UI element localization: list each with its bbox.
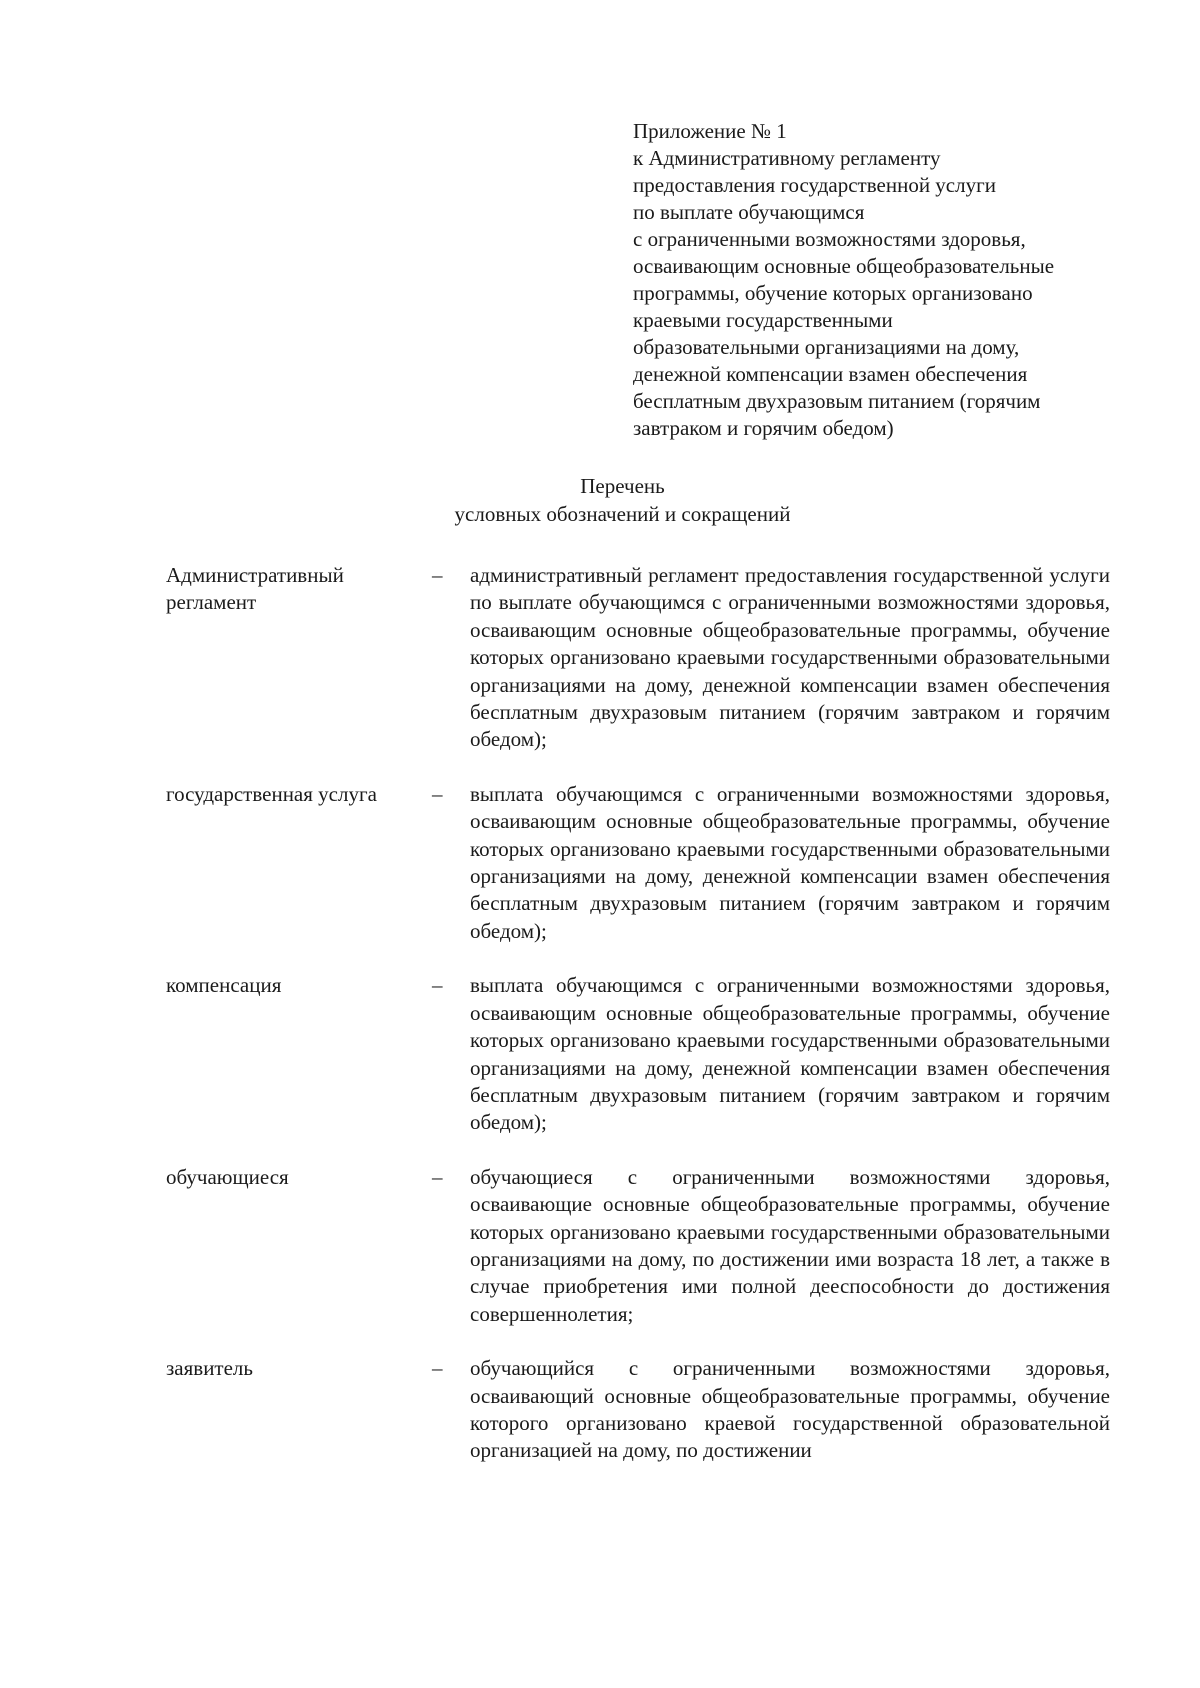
definition-row	[166, 1164, 1110, 1328]
definition-row	[166, 781, 1110, 945]
definition-dash: –	[432, 973, 443, 998]
definition-text: обучающийся с ограниченными возможностями здоровья, осваивающий основные общеобразовательные программы, обучение которого организовано краевой государственной образовательной организацией на дому, по достижении	[470, 1356, 1110, 1463]
definition-term: государственная услуга	[166, 781, 377, 806]
appendix-line: предоставления государственной услуги	[633, 173, 996, 197]
appendix-line: завтраком и горячим обедом)	[633, 416, 894, 440]
definition-text: обучающиеся с ограниченными возможностями здоровья, осваивающие основные общеобразовательные программы, обучение которых организовано краевыми государственными образовательными организациями на дому, по достижении ими возраста 18 лет, а также в случае приобретения ими полной дееспособности до достижения совершеннолетия;	[470, 1164, 1110, 1326]
appendix-line: по выплате обучающимся	[633, 200, 865, 224]
definition-term: компенсация	[166, 973, 282, 998]
definition-row	[166, 562, 1110, 754]
title-line-2: условных обозначений и сокращений	[454, 502, 791, 526]
appendix-line: с ограниченными возможностями здоровья,	[633, 227, 1026, 251]
appendix-line: образовательными организациями на дому,	[633, 335, 1020, 359]
appendix-line: бесплатным двухразовым питанием (горячим	[633, 389, 1041, 413]
definition-term: Административный регламент	[166, 563, 344, 615]
definition-dash: –	[432, 781, 443, 806]
appendix-line: краевыми государственными	[633, 308, 893, 332]
definition-term: обучающиеся	[166, 1164, 289, 1189]
appendix-line: программы, обучение которых организовано	[633, 281, 1033, 305]
definition-text: административный регламент предоставления государственной услуги по выплате обучающимся с ограниченными возможностями здоровья, осваивающим основные общеобразовательные программы, обучение которых организовано краевыми государственными образовательными организациями на дому, денежной компенсации взамен обеспечения бесплатным двухразовым питанием (горячим завтраком и горячим обедом);	[470, 563, 1110, 752]
definition-text: выплата обучающимся с ограниченными возможностями здоровья, осваивающим основные общеобразовательные программы, обучение которых организовано краевыми государственными образовательными организациями на дому, денежной компенсации взамен обеспечения бесплатным двухразовым питанием (горячим завтраком и горячим обедом);	[470, 781, 1110, 943]
document-title	[0, 472, 1200, 528]
definition-dash: –	[432, 1356, 443, 1381]
definition-dash: –	[432, 563, 443, 587]
appendix-line: к Административному регламенту	[633, 146, 941, 170]
definitions-list	[166, 562, 1110, 1465]
definition-row	[166, 972, 1110, 1136]
title-line-1: Перечень	[580, 474, 665, 498]
appendix-line: Приложение № 1	[633, 119, 787, 143]
definition-text: выплата обучающимся с ограниченными возможностями здоровья, осваивающим основные общеобразовательные программы, обучение которых организовано краевыми государственными образовательными организациями на дому, денежной компенсации взамен обеспечения бесплатным двухразовым питанием (горячим завтраком и горячим обедом);	[470, 973, 1110, 1135]
appendix-header	[633, 118, 1153, 442]
definition-row	[166, 1355, 1110, 1465]
appendix-line: осваивающим основные общеобразовательные	[633, 254, 1055, 278]
definition-dash: –	[432, 1164, 443, 1189]
definition-term: заявитель	[166, 1356, 253, 1381]
appendix-line: денежной компенсации взамен обеспечения	[633, 362, 1028, 386]
